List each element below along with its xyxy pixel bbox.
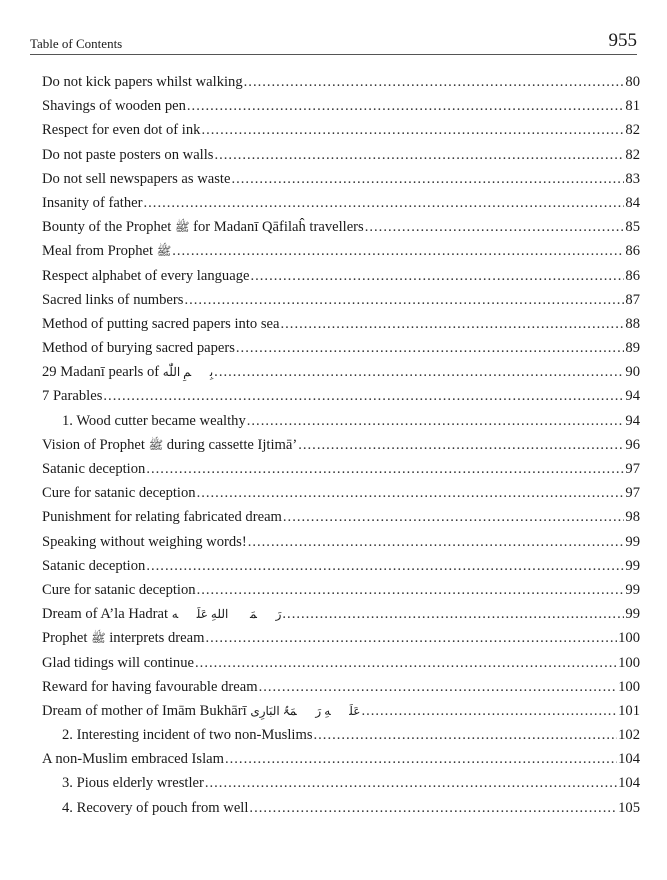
toc-entry bbox=[42, 147, 640, 171]
salutation-icon: ﷺ bbox=[91, 631, 106, 646]
dot-leader bbox=[259, 679, 618, 696]
dot-leader bbox=[248, 534, 625, 551]
toc-entry bbox=[42, 243, 640, 267]
bismillah-icon: بِسۡمِ اللّٰه bbox=[162, 365, 214, 380]
toc-entry-title: Cure for satanic deception bbox=[42, 581, 196, 598]
toc-entry-title: Method of putting sacred papers into sea bbox=[42, 315, 280, 332]
salutation-icon: ﷺ bbox=[174, 220, 190, 235]
dot-leader bbox=[298, 437, 624, 454]
dot-leader bbox=[361, 703, 617, 720]
dot-leader bbox=[236, 340, 625, 357]
title-part: interprets dream bbox=[109, 630, 205, 647]
dot-leader bbox=[146, 558, 624, 575]
toc-entry-title: Satanic deception bbox=[42, 557, 146, 574]
toc-entry-title: Do not sell newspapers as waste bbox=[42, 170, 231, 187]
toc-entry-page: 83 bbox=[625, 170, 640, 187]
dot-leader bbox=[314, 727, 618, 744]
page-header bbox=[30, 26, 637, 55]
page-number: 955 bbox=[608, 30, 637, 51]
toc-entry bbox=[42, 727, 640, 751]
toc-entry-title bbox=[42, 703, 360, 720]
toc-entry-title: Shavings of wooden pen bbox=[42, 98, 186, 115]
toc-entry-title: A non-Muslim embraced Islam bbox=[42, 751, 224, 768]
toc-entry bbox=[42, 340, 640, 364]
dot-leader bbox=[195, 655, 617, 672]
dot-leader bbox=[197, 582, 625, 599]
toc-entry-title bbox=[42, 364, 213, 381]
toc-entry-title: Do not paste posters on walls bbox=[42, 146, 214, 163]
dot-leader bbox=[247, 413, 625, 430]
title-part: Bounty of the Prophet bbox=[42, 219, 172, 236]
toc-entry-title: 3. Pious elderly wrestler bbox=[62, 775, 204, 792]
dot-leader bbox=[184, 292, 624, 309]
toc-entry-page: 100 bbox=[618, 678, 640, 695]
toc-entry-page: 100 bbox=[618, 654, 640, 671]
toc-entry-page: 94 bbox=[625, 388, 640, 405]
toc-entry bbox=[42, 98, 640, 122]
toc-entry-title: Respect for even dot of ink bbox=[42, 122, 201, 139]
toc-entry-page: 94 bbox=[625, 412, 640, 429]
toc-entry-page: 85 bbox=[625, 219, 640, 236]
dot-leader bbox=[103, 388, 624, 405]
toc-entry-title bbox=[42, 630, 204, 648]
toc-entry-title bbox=[42, 606, 281, 623]
toc-entry bbox=[42, 437, 640, 461]
alayh-rahmatul-bari-icon: عَلَيۡهِ رَحۡمَۃُ البَارِی bbox=[250, 703, 361, 718]
dot-leader bbox=[144, 195, 625, 212]
dot-leader bbox=[187, 98, 625, 115]
toc-entry-title: Cure for satanic deception bbox=[42, 485, 196, 502]
dot-leader bbox=[205, 775, 617, 792]
toc-entry-page: 99 bbox=[625, 581, 640, 598]
toc-entry-title: Do not kick papers whilst walking bbox=[42, 74, 243, 90]
toc-entry-page: 102 bbox=[618, 727, 640, 744]
dot-leader bbox=[201, 122, 624, 139]
toc-entry-title bbox=[42, 437, 297, 455]
toc-entry-page: 97 bbox=[625, 485, 640, 502]
toc-entry-page: 101 bbox=[618, 702, 640, 719]
dot-leader bbox=[281, 316, 625, 333]
toc-entry-page: 89 bbox=[625, 340, 640, 357]
toc-entry-page: 99 bbox=[625, 606, 640, 623]
dot-leader bbox=[214, 147, 624, 164]
toc-entry bbox=[42, 364, 640, 388]
toc-entry-page: 80 bbox=[625, 74, 640, 90]
dot-leader bbox=[172, 243, 624, 260]
toc-entry bbox=[42, 292, 640, 316]
toc-entry-page: 82 bbox=[625, 122, 640, 139]
toc-entry bbox=[42, 316, 640, 340]
dot-leader bbox=[205, 630, 617, 647]
title-part: Prophet bbox=[42, 630, 88, 647]
toc-entry-title: Insanity of father bbox=[42, 194, 143, 211]
toc-entry bbox=[42, 606, 640, 630]
toc-entry-title: 2. Interesting incident of two non-Muslims bbox=[62, 727, 313, 744]
toc-entry-title bbox=[42, 219, 364, 237]
toc-entry bbox=[42, 558, 640, 582]
toc-entry-page: 99 bbox=[625, 557, 640, 574]
toc-entry-page: 86 bbox=[625, 267, 640, 284]
toc-entry bbox=[42, 509, 640, 533]
toc-entry-page: 97 bbox=[625, 461, 640, 477]
toc-entry-title: Respect alphabet of every language bbox=[42, 267, 250, 284]
toc-entry-title bbox=[42, 243, 171, 261]
dot-leader bbox=[231, 171, 624, 188]
toc-entry-page: 105 bbox=[618, 799, 640, 816]
dot-leader bbox=[197, 485, 625, 502]
toc-list bbox=[42, 74, 640, 824]
dot-leader bbox=[244, 74, 625, 91]
toc-entry bbox=[42, 171, 640, 195]
toc-entry-page: 98 bbox=[625, 509, 640, 526]
salutation-icon: ﷺ bbox=[148, 437, 164, 452]
toc-entry bbox=[42, 703, 640, 727]
section-title: Table of Contents bbox=[30, 36, 123, 51]
toc-entry bbox=[42, 74, 640, 98]
toc-entry-title: 1. Wood cutter became wealthy bbox=[62, 412, 246, 429]
toc-entry bbox=[42, 122, 640, 146]
dot-leader bbox=[146, 461, 624, 478]
dot-leader bbox=[214, 364, 624, 381]
salutation-icon: ﷺ bbox=[156, 244, 172, 259]
dot-leader bbox=[249, 800, 617, 817]
toc-entry-page: 81 bbox=[625, 98, 640, 115]
toc-entry-title: Satanic deception bbox=[42, 461, 146, 477]
title-part: 29 Madanī pearls of bbox=[42, 364, 160, 381]
toc-entry bbox=[42, 268, 640, 292]
toc-entry-title: Sacred links of numbers bbox=[42, 291, 184, 308]
toc-entry-page: 104 bbox=[618, 751, 640, 768]
toc-entry-title: Reward for having favourable dream bbox=[42, 678, 258, 695]
toc-entry bbox=[42, 679, 640, 703]
toc-entry bbox=[42, 800, 640, 824]
toc-entry-page: 96 bbox=[625, 436, 640, 453]
toc-entry-title: 7 Parables bbox=[42, 388, 103, 405]
toc-entry bbox=[42, 388, 640, 412]
toc-entry-page: 100 bbox=[618, 630, 640, 647]
toc-entry-page: 87 bbox=[625, 291, 640, 308]
title-part: Dream of A’la Hadrat bbox=[42, 606, 169, 623]
toc-entry-page: 99 bbox=[625, 533, 640, 550]
toc-entry-title: Method of burying sacred papers bbox=[42, 340, 235, 357]
toc-entry-page: 90 bbox=[625, 364, 640, 381]
toc-entry bbox=[42, 413, 640, 437]
toc-entry-title: Punishment for relating fabricated dream bbox=[42, 509, 282, 526]
dot-leader bbox=[250, 268, 624, 285]
rahmatullah-alayh-icon: رَحۡمَۃُ اللهِ عَلَيۡه bbox=[171, 607, 282, 622]
toc-entry bbox=[42, 534, 640, 558]
toc-entry bbox=[42, 485, 640, 509]
title-part: during cassette Ijtimā’ bbox=[166, 436, 298, 453]
toc-entry bbox=[42, 630, 640, 654]
dot-leader bbox=[283, 509, 625, 526]
toc-entry bbox=[42, 775, 640, 799]
dot-leader bbox=[365, 219, 625, 236]
dot-leader bbox=[282, 606, 624, 623]
dot-leader bbox=[225, 751, 617, 768]
toc-entry-title: Speaking without weighing words! bbox=[42, 533, 247, 550]
title-part: Dream of mother of Imām Bukhārī bbox=[42, 702, 247, 719]
toc-entry-page: 86 bbox=[625, 243, 640, 260]
title-part: Meal from Prophet bbox=[42, 243, 154, 260]
toc-entry-page: 84 bbox=[625, 194, 640, 211]
toc-entry bbox=[42, 751, 640, 775]
toc-entry bbox=[42, 655, 640, 679]
toc-entry-title: 4. Recovery of pouch from well bbox=[62, 799, 249, 816]
title-part: Vision of Prophet bbox=[42, 436, 145, 453]
toc-entry bbox=[42, 195, 640, 219]
toc-entry-page: 88 bbox=[625, 315, 640, 332]
toc-entry-page: 82 bbox=[625, 146, 640, 163]
toc-entry bbox=[42, 582, 640, 606]
toc-entry-title: Glad tidings will continue bbox=[42, 654, 195, 671]
toc-entry bbox=[42, 219, 640, 243]
toc-entry-page: 104 bbox=[618, 775, 640, 792]
title-part: for Madanī Qāfilaĥ travellers bbox=[193, 219, 364, 236]
toc-entry bbox=[42, 461, 640, 485]
